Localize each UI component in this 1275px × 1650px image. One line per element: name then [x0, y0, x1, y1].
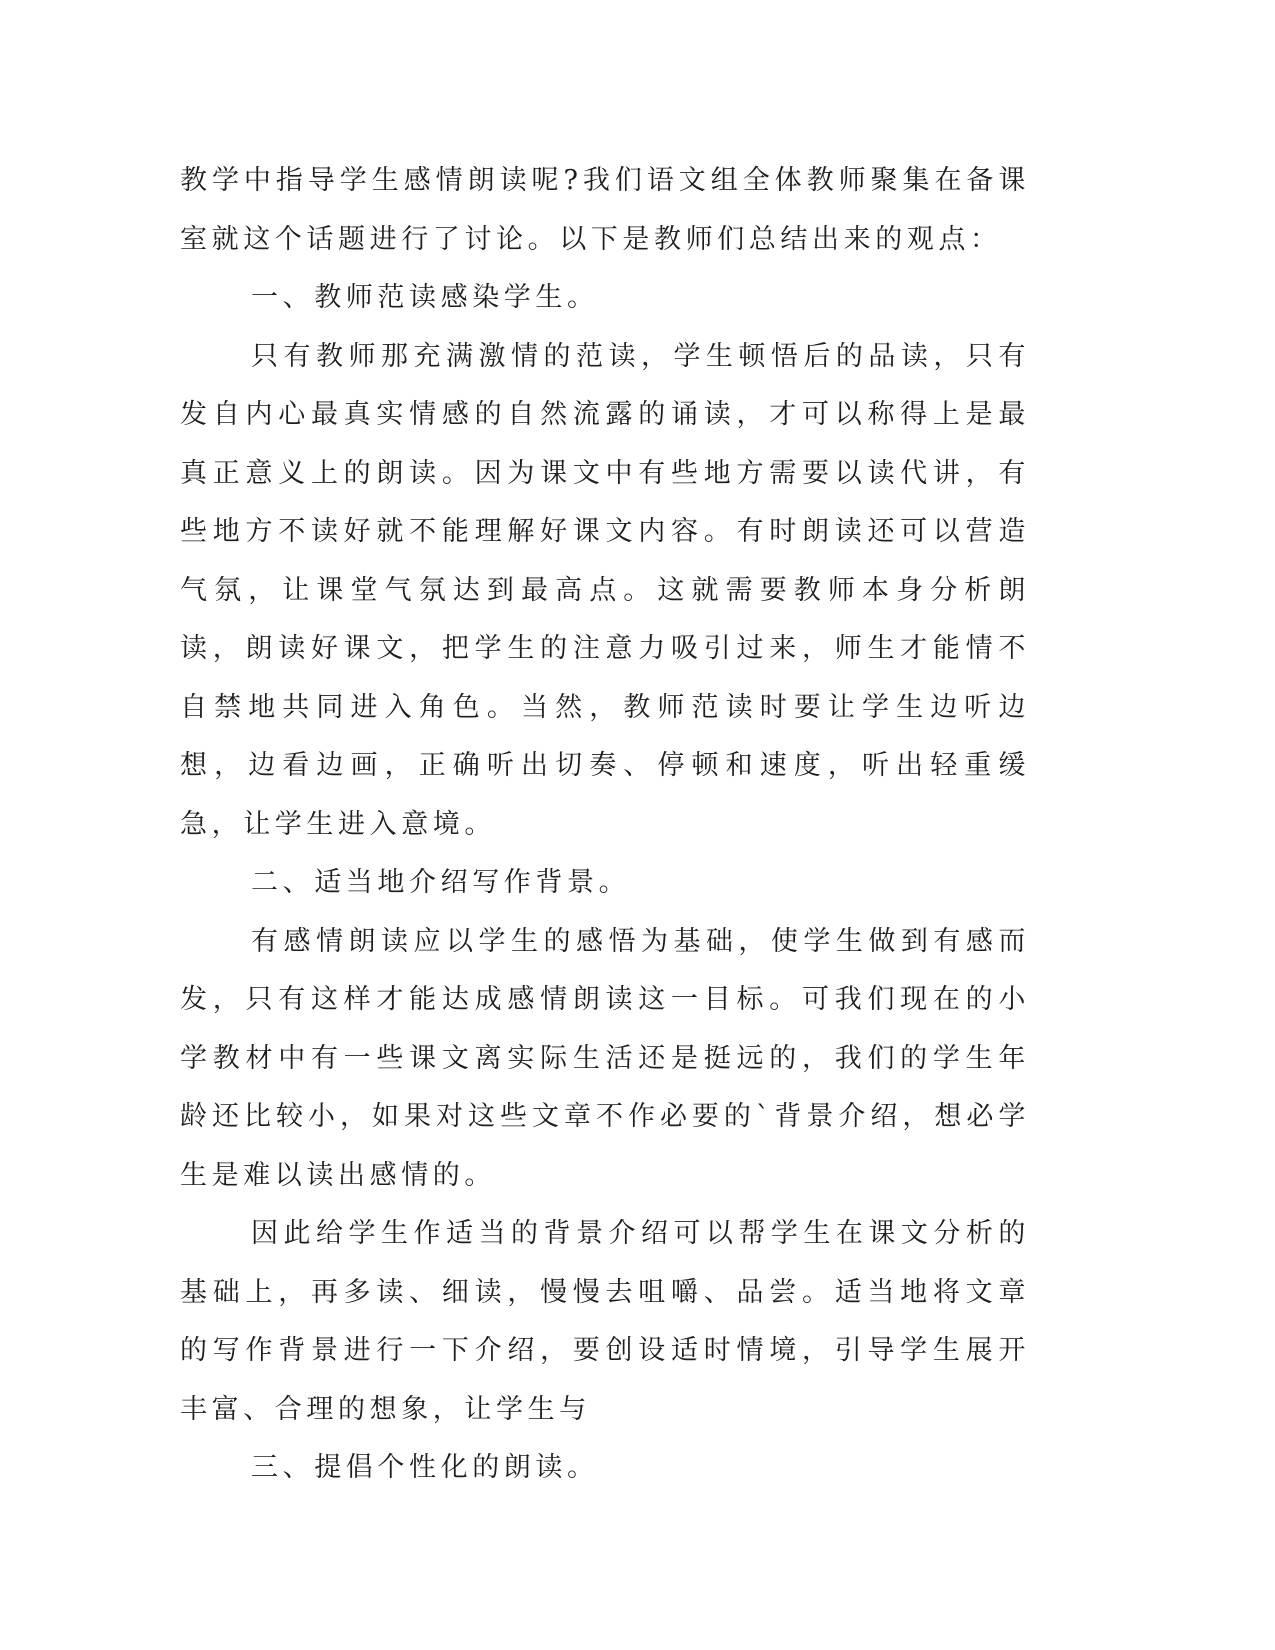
section-heading-1: 一、教师范读感染学生。: [251, 282, 599, 313]
paragraph-background-2: 因此给学生作适当的背景介绍可以帮学生在课文分析的基础上，再多读、细读，慢慢去咀嚼、品尝。适当地将文章的写作背景进行一下介绍，要创设适时情境，引导学生展开丰富、合理的想象，让学生与: [180, 1218, 1030, 1425]
paragraph-background-1: 有感情朗读应以学生的感悟为基础，使学生做到有感而发，只有这样才能达成感情朗读这一目标。可我们现在的小学教材中有一些课文离实际生活还是挺远的，我们的学生年龄还比较小，如果对这些文章不作必要的`背景介绍，想必学生是难以读出感情的。: [180, 925, 1030, 1191]
paragraph-teacher-reading: 只有教师那充满激情的范读，学生顿悟后的品读，只有发自内心最真实情感的自然流露的诵读，才可以称得上是最真正意义上的朗读。因为课文中有些地方需要以读代讲，有些地方不读好就不能理解好课文内容。有时朗读还可以营造气氛，让课堂气氛达到最高点。这就需要教师本身分析朗读，朗读好课文，把学生的注意力吸引过来，师生才能情不自禁地共同进入角色。当然，教师范读时要让学生边听边想，边看边画，正确听出切奏、停顿和速度，听出轻重缓急，让学生进入意境。: [180, 340, 1030, 840]
document-body: [180, 152, 1030, 1498]
section-heading-2: 二、适当地介绍写作背景。: [251, 867, 631, 898]
paragraph-intro: 教学中指导学生感情朗读呢?我们语文组全体教师聚集在备课室就这个话题进行了讨论。以下是教师们总结出来的观点：: [180, 165, 1030, 255]
section-heading-3: 三、提倡个性化的朗读。: [251, 1452, 599, 1483]
